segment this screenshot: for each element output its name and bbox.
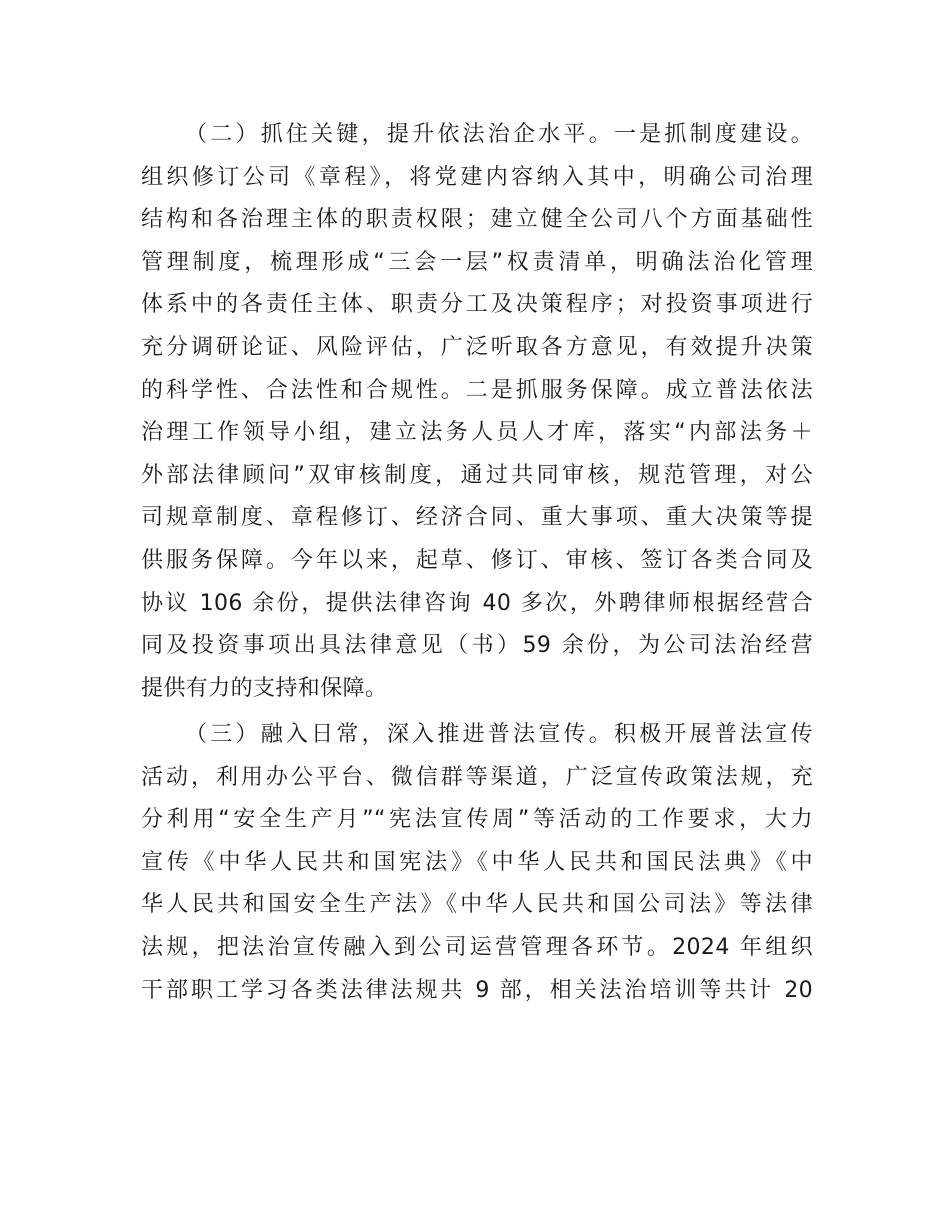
paragraph-line: 分利用“安全生产月”“宪法宣传周”等活动的工作要求，大力 [141,807,813,833]
paragraph-line: 法规，把法治宣传融入到公司运营管理各环节。2024 年组织 [141,934,813,960]
paragraph-line: 提供有力的支持和保障。 [141,675,388,701]
paragraph-line: 外部法律顾问”双审核制度，通过共同审核，规范管理，对公 [141,462,813,488]
paragraph-line: 司规章制度、章程修订、经济合同、重大事项、重大决策等提 [141,505,813,531]
paragraph-line: 充分调研论证、风险评估，广泛听取各方意见，有效提升决策 [141,334,813,360]
paragraph-line: 组织修订公司《章程》，将党建内容纳入其中，明确公司治理 [141,164,813,190]
paragraph-line: （三）融入日常，深入推进普法宣传。积极开展普法宣传 [185,722,813,747]
paragraph-line: 宣传《中华人民共和国宪法》《中华人民共和国民法典》《中 [141,849,813,875]
paragraph-line: 治理工作领导小组，建立法务人员人才库，落实“内部法务＋ [141,420,813,446]
paragraph-line: 的科学性、合法性和合规性。二是抓服务保障。成立普法依法 [141,377,813,403]
paragraph-legal-governance [141,114,813,710]
paragraph-line: 管理制度，梳理形成“三会一层”权责清单，明确法治化管理 [141,249,813,275]
paragraph-line: 活动，利用办公平台、微信群等渠道，广泛宣传政策法规，充 [141,764,813,790]
paragraph-line: 协议 106 余份，提供法律咨询 40 多次，外聘律师根据经营合 [141,590,813,616]
paragraph-line: （二）抓住关键，提升依法治企水平。一是抓制度建设。 [185,122,813,147]
paragraph-line: 结构和各治理主体的职责权限；建立健全公司八个方面基础性 [141,207,813,233]
paragraph-line: 供服务保障。今年以来，起草、修订、审核、签订各类合同及 [141,547,813,573]
paragraph-legal-publicity [141,714,813,1012]
paragraph-line: 华人民共和国安全生产法》《中华人民共和国公司法》等法律 [141,892,813,918]
paragraph-line: 同及投资事项出具法律意见（书）59 余份，为公司法治经营 [141,633,813,659]
paragraph-line: 体系中的各责任主体、职责分工及决策程序；对投资事项进行 [141,292,813,318]
paragraph-line: 干部职工学习各类法律法规共 9 部，相关法治培训等共计 20 [141,977,813,1003]
